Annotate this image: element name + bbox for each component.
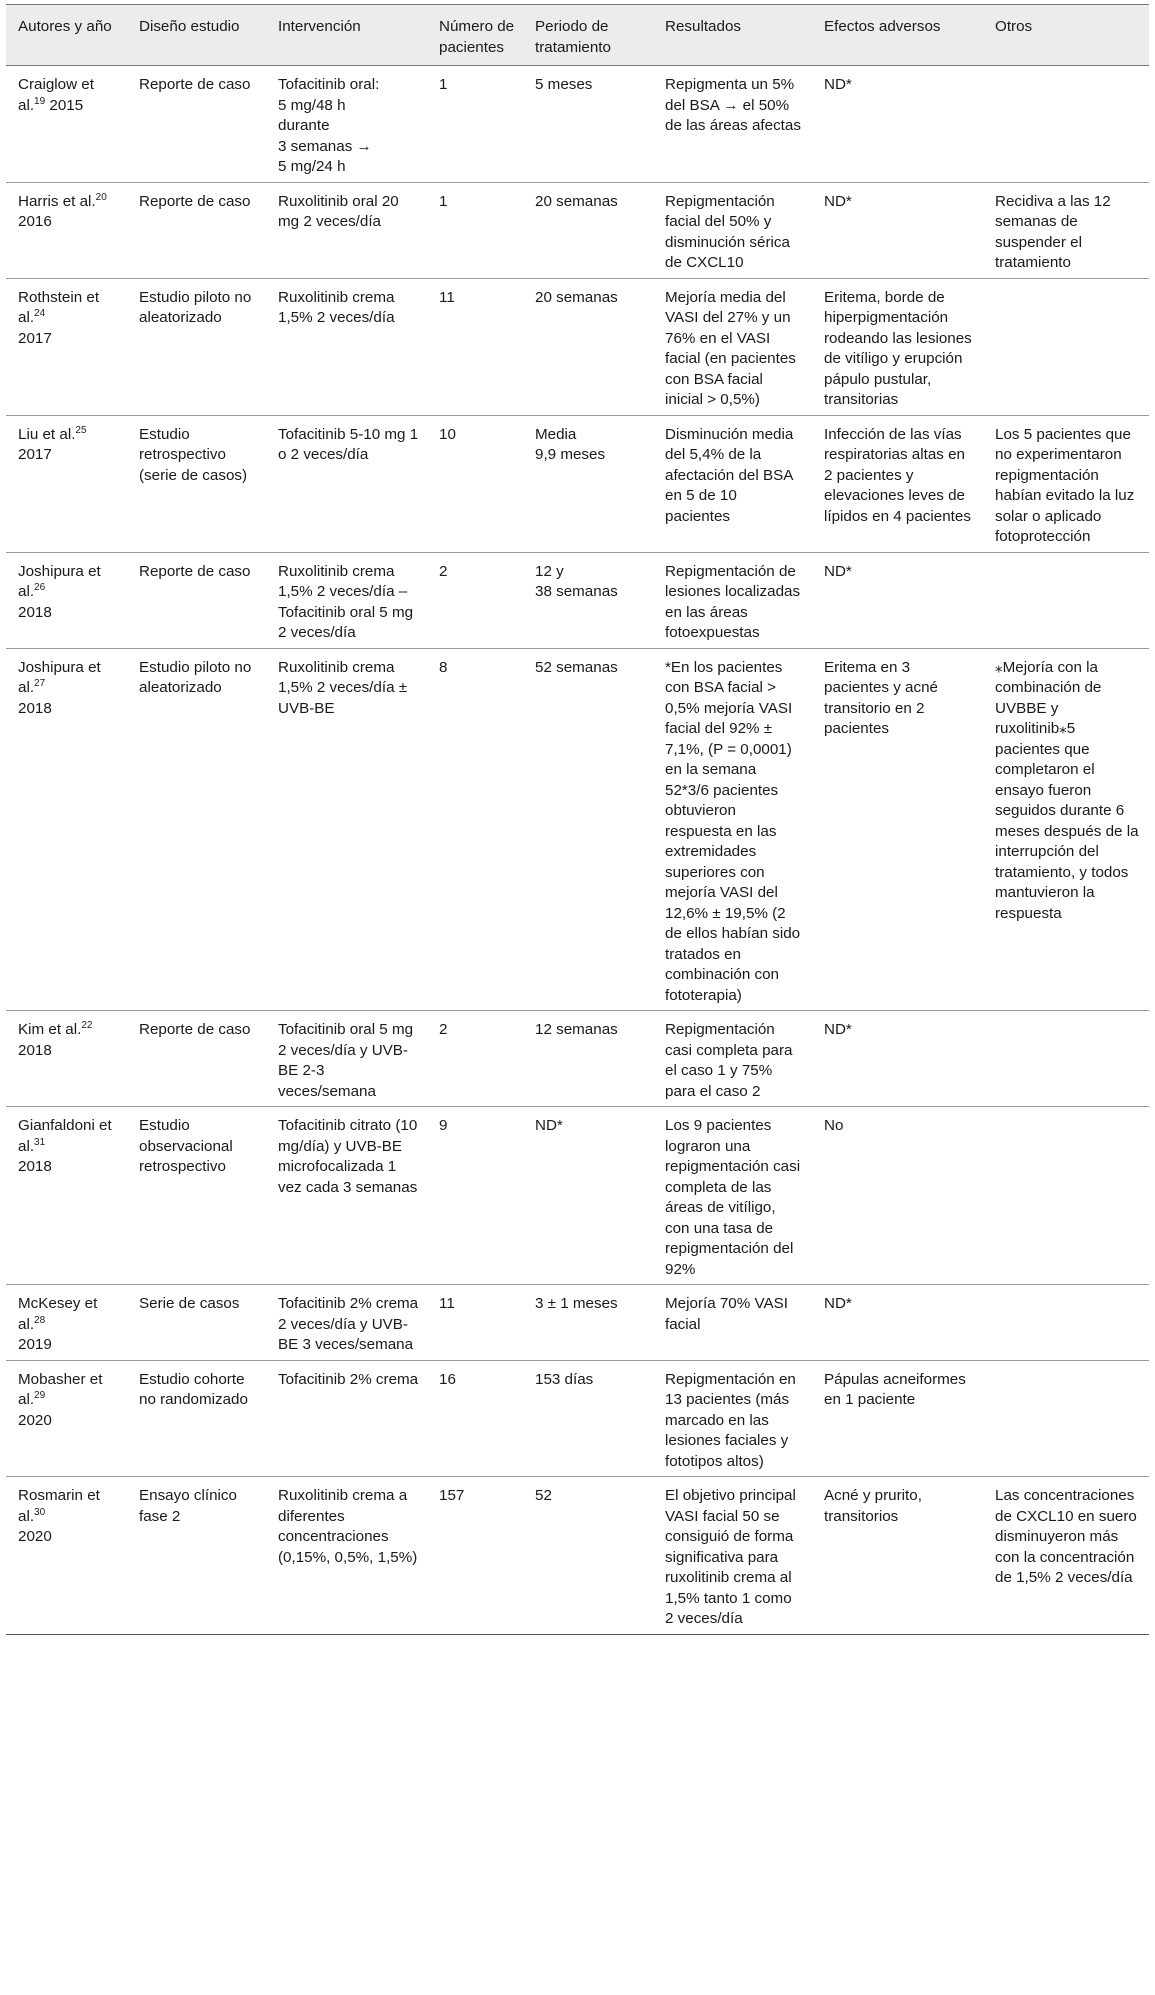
table-container	[6, 4, 1149, 1635]
cell-results: Repigmentación facial del 50% y disminución sérica de CXCL10	[665, 192, 790, 271]
cell-intervention: Ruxolitinib crema 1,5% 2 veces/día ± UVB-BE	[278, 658, 408, 717]
cell-other	[983, 278, 1149, 415]
table-row	[6, 1285, 1149, 1361]
cell-author	[6, 1477, 127, 1635]
author-year: 2020	[18, 1411, 52, 1429]
reference-number: 19	[34, 95, 46, 107]
cell-results: Mejoría media del VASI del 27% y un 76% en el VASI facial (en pacientes con BSA facial inicial > 0,5%)	[665, 288, 796, 408]
reference-number: 30	[34, 1506, 46, 1518]
cell-period: 12 semanas	[535, 1021, 618, 1038]
cell-intervention: Tofacitinib 5-10 mg 1 o 2 veces/día	[278, 425, 419, 463]
header-adverse: Efectos adversos	[824, 18, 941, 35]
cell-intervention: Ruxolitinib crema a diferentes concentraciones (0,15%, 0,5%, 1,5%)	[278, 1487, 418, 1566]
reference-number: 25	[75, 424, 87, 436]
cell-intervention: Tofacitinib 2% crema 2 veces/día y UVB-BE 3 veces/semana	[278, 1295, 419, 1353]
cell-design: Estudio cohorte no randomizado	[139, 1370, 248, 1408]
author-name: Mobasher et al.	[18, 1370, 103, 1408]
author-year: 2015	[45, 96, 84, 114]
reference-number: 20	[95, 191, 107, 203]
cell-intervention: Ruxolitinib crema 1,5% 2 veces/día – Tofacitinib oral 5 mg 2 veces/día	[278, 562, 414, 641]
cell-results: Repigmentación de lesiones localizadas en las áreas fotoexpuestas	[665, 562, 801, 641]
reference-number: 28	[34, 1314, 46, 1326]
cell-intervention: Tofacitinib oral: 5 mg/48 h durante 3 semanas → 5 mg/24 h	[278, 76, 380, 175]
cell-author	[6, 1107, 127, 1285]
cell-results: *En los pacientes con BSA facial > 0,5% mejoría VASI facial del 92% ± 7,1%, (P = 0,0001) en la semana 52*3/6 pacientes obtuvieron respuesta en las extremidades superiores con mejoría VASI del 12,6% ± 19,5% (2 de ellos habían sido tratados en combinación con fototerapia)	[665, 658, 801, 1004]
cell-author	[6, 278, 127, 415]
cell-adverse: Pápulas acneiformes en 1 paciente	[824, 1370, 966, 1408]
author-year: 2019	[18, 1336, 52, 1353]
reference-number: 22	[81, 1020, 93, 1031]
author-year: 2017	[18, 446, 52, 463]
cell-patients: 10	[439, 425, 456, 443]
author-name: McKesey et al.	[18, 1295, 98, 1333]
author-name: Rosmarin et al.	[18, 1487, 100, 1525]
cell-author	[6, 66, 127, 183]
author-name: Joshipura et al.	[18, 658, 101, 696]
cell-period: ND*	[535, 1117, 563, 1134]
table-row	[6, 1107, 1149, 1285]
cell-patients: 1	[439, 192, 448, 210]
cell-design: Estudio piloto no aleatorizado	[139, 288, 252, 326]
author-name: Joshipura et al.	[18, 562, 101, 600]
author-name: Harris et al.	[18, 192, 96, 210]
cell-adverse: ND*	[824, 192, 852, 210]
header-intervention: Intervención	[278, 18, 361, 35]
table-row	[6, 552, 1149, 648]
author-name: Kim et al.	[18, 1021, 82, 1038]
header-authors: Autores y año	[18, 18, 112, 35]
cell-adverse: ND*	[824, 1295, 852, 1312]
cell-period: 3 ± 1 meses	[535, 1295, 618, 1312]
cell-results: Disminución media del 5,4% de la afectación del BSA en 5 de 10 pacientes	[665, 425, 794, 525]
header-design: Diseño estudio	[139, 18, 240, 35]
cell-design: Reporte de caso	[139, 1021, 251, 1038]
header-other: Otros	[995, 18, 1033, 35]
cell-patients: 11	[439, 288, 455, 306]
cell-intervention: Tofacitinib oral 5 mg 2 veces/día y UVB-BE 2-3 veces/semana	[278, 1021, 414, 1100]
cell-patients: 9	[439, 1117, 448, 1134]
author-name: Liu et al.	[18, 425, 76, 443]
cell-design: Estudio piloto no aleatorizado	[139, 658, 252, 696]
cell-intervention: Ruxolitinib crema 1,5% 2 veces/día	[278, 288, 395, 326]
cell-intervention: Ruxolitinib oral 20 mg 2 veces/día	[278, 192, 399, 230]
table-row	[6, 1011, 1149, 1107]
cell-adverse: ND*	[824, 562, 852, 580]
author-name: Rothstein et al.	[18, 288, 100, 326]
cell-period: 12 y 38 semanas	[535, 562, 618, 600]
cell-patients: 11	[439, 1295, 455, 1312]
author-name: Craiglow et al.	[18, 76, 94, 114]
cell-period: 52	[535, 1487, 552, 1504]
cell-other: Las concentraciones de CXCL10 en suero disminuyeron más con la concentración de 1,5% 2 veces/día	[995, 1487, 1137, 1586]
header-results: Resultados	[665, 18, 741, 35]
cell-adverse: ND*	[824, 76, 852, 93]
cell-other: ⁎Mejoría con la combinación de UVBBE y ruxolitinib⁎5 pacientes que completaron el ensayo fueron seguidos durante 6 meses después de la interrupción del tratamiento, y todos mantuvieron la respuesta	[995, 658, 1139, 922]
cell-adverse: Eritema en 3 pacientes y acné transitorio en 2 pacientes	[824, 658, 938, 737]
studies-table	[6, 4, 1149, 1635]
cell-patients: 2	[439, 1021, 448, 1038]
cell-design: Ensayo clínico fase 2	[139, 1487, 237, 1525]
author-year: 2020	[18, 1528, 52, 1545]
reference-number: 31	[34, 1136, 46, 1148]
cell-author	[6, 648, 127, 1011]
author-year: 2018	[18, 603, 52, 621]
cell-adverse: ND*	[824, 1021, 852, 1038]
cell-other: Recidiva a las 12 semanas de suspender el tratamiento	[995, 192, 1111, 271]
author-year: 2018	[18, 1158, 52, 1175]
cell-design: Estudio retrospectivo (serie de casos)	[139, 425, 248, 484]
table-row	[6, 66, 1149, 183]
cell-results: Los 9 pacientes lograron una repigmentación casi completa de las áreas de vitíligo, con una tasa de repigmentación del 92%	[665, 1117, 801, 1278]
cell-adverse: Acné y prurito, transitorios	[824, 1487, 922, 1525]
cell-adverse: Infección de las vías respiratorias altas en 2 pacientes y elevaciones leves de lípidos en 4 pacientes	[824, 425, 971, 525]
cell-design: Estudio observacional retrospectivo	[139, 1117, 233, 1175]
cell-period: 20 semanas	[535, 288, 618, 306]
cell-patients: 1	[439, 76, 448, 93]
author-year: 2017	[18, 329, 52, 347]
cell-design: Reporte de caso	[139, 562, 251, 580]
cell-adverse: No	[824, 1117, 844, 1134]
header-patients: Número de pacientes	[439, 18, 515, 56]
cell-other	[983, 552, 1149, 648]
table-row	[6, 415, 1149, 552]
cell-period: 5 meses	[535, 76, 593, 93]
cell-period: 20 semanas	[535, 192, 618, 210]
table-row	[6, 182, 1149, 278]
table-header-row	[6, 5, 1149, 66]
cell-patients: 8	[439, 658, 448, 676]
reference-number: 26	[34, 582, 46, 593]
cell-patients: 157	[439, 1487, 465, 1504]
cell-intervention: Tofacitinib 2% crema	[278, 1370, 419, 1388]
reference-number: 27	[34, 678, 46, 689]
cell-results: El objetivo principal VASI facial 50 se consiguió de forma significativa para ruxolitinib crema al 1,5% tanto 1 como 2 veces/día	[665, 1487, 796, 1627]
cell-author	[6, 415, 127, 552]
reference-number: 24	[34, 308, 46, 319]
cell-patients: 2	[439, 562, 448, 580]
cell-other	[983, 1011, 1149, 1107]
cell-adverse: Eritema, borde de hiperpigmentación rodeando las lesiones de vitíligo y erupción pápulo pustular, transitorias	[824, 288, 972, 408]
cell-results: Repigmentación casi completa para el caso 1 y 75% para el caso 2	[665, 1021, 793, 1100]
cell-intervention: Tofacitinib citrato (10 mg/día) y UVB-BE microfocalizada 1 vez cada 3 semanas	[278, 1117, 418, 1196]
cell-other: Los 5 pacientes que no experimentaron repigmentación habían evitado la luz solar o aplicado fotoprotección	[995, 425, 1135, 545]
author-name: Gianfaldoni et al.	[18, 1117, 112, 1155]
table-row	[6, 278, 1149, 415]
table-row	[6, 648, 1149, 1011]
cell-author	[6, 1285, 127, 1361]
table-row	[6, 1477, 1149, 1635]
cell-other	[983, 1107, 1149, 1285]
cell-design: Reporte de caso	[139, 192, 251, 210]
cell-results: Mejoría 70% VASI facial	[665, 1295, 788, 1333]
cell-results: Repigmentación en 13 pacientes (más marcado en las lesiones faciales y fototipos altos)	[665, 1370, 796, 1470]
cell-other	[983, 1285, 1149, 1361]
cell-author	[6, 552, 127, 648]
cell-other	[983, 66, 1149, 183]
cell-design: Reporte de caso	[139, 76, 251, 93]
cell-design: Serie de casos	[139, 1295, 240, 1312]
header-period: Periodo de tratamiento	[535, 18, 611, 56]
cell-author	[6, 1360, 127, 1477]
author-year: 2018	[18, 699, 52, 717]
author-year: 2016	[18, 213, 52, 230]
author-year: 2018	[18, 1041, 52, 1059]
cell-period: 52 semanas	[535, 658, 618, 676]
reference-number: 29	[34, 1390, 46, 1401]
cell-author	[6, 1011, 127, 1107]
cell-patients: 16	[439, 1370, 456, 1388]
cell-period: Media 9,9 meses	[535, 425, 606, 463]
cell-other	[983, 1360, 1149, 1477]
cell-author	[6, 182, 127, 278]
cell-period: 153 días	[535, 1370, 594, 1388]
cell-results: Repigmenta un 5% del BSA → el 50% de las áreas afectas	[665, 76, 801, 134]
table-row	[6, 1360, 1149, 1477]
